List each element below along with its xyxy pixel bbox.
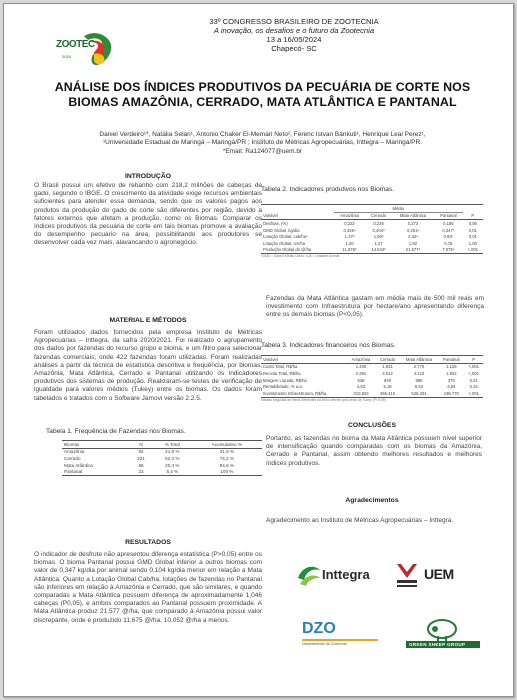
table3-cell: 985	[415, 377, 423, 383]
table-row	[261, 240, 483, 247]
table2-cell: 0,76	[444, 240, 453, 246]
table2-cell: 0,01	[468, 227, 477, 233]
heading-material-metodos: MATERIAL E MÉTODOS	[109, 317, 187, 324]
table2-group-header: Média	[334, 205, 463, 213]
table-row	[261, 363, 483, 370]
table3-caption: Tabela 3. Indicadores financeiros nos Biomas.	[261, 342, 396, 349]
text-agradecimentos: Agradecimento ao Instituto de Métricas Agropecuárias – Inttegra.	[266, 517, 454, 524]
table1-header: % Total	[164, 441, 180, 447]
author-affiliations: ¹Universidade Estadual de Maringá – Maringá/PR ; Instituto de Métricas Agropecuárias, Inttegra – Maringá/PR.	[102, 139, 423, 147]
heading-agradecimentos: Agradecimentos	[345, 497, 399, 504]
table2-cell: 1,92	[408, 240, 418, 246]
table1-cell: 92	[138, 449, 144, 455]
uem-logo-text: UEM	[424, 566, 454, 582]
conference-location: Chapecó- SC	[271, 44, 317, 53]
table1-cell: Amazônia	[64, 449, 85, 455]
table3-header: Mata Atlântica	[405, 356, 433, 362]
table3-cell: <,001	[468, 390, 479, 396]
table1-cell: 20,4 %	[165, 462, 180, 468]
heading-resultados: RESULTADOS	[125, 539, 171, 546]
table-row	[261, 220, 483, 227]
table-row	[261, 377, 483, 384]
zootec-logo-text: ZOOTEC	[56, 39, 95, 50]
table1-cell: 52,4 %	[165, 455, 180, 461]
table1-cell: Pantanal	[64, 469, 83, 475]
table-row	[261, 370, 483, 377]
table2-cell: 14,534ᵇ	[371, 247, 386, 253]
table3-cell: 548	[357, 377, 365, 383]
table-row	[261, 227, 483, 234]
inttegra-mark-icon	[296, 560, 322, 588]
table2-header: Amazônia	[340, 213, 359, 219]
table2-header: Variável	[263, 213, 278, 219]
table2-cell: 0,93ᶜ	[443, 234, 454, 240]
zootec-logo-year: 2024	[62, 54, 71, 59]
table2-cell: 0,347ᵇ	[442, 227, 455, 233]
dzo-logo-underline	[302, 639, 378, 641]
table1-header: N	[139, 441, 143, 447]
table3-cell: Margem Líquida, R$/ha	[263, 377, 307, 383]
table2-cell: 0,273	[407, 220, 419, 226]
zootec-logo-graphic	[54, 30, 124, 70]
table1-cell: 5,4 %	[166, 469, 179, 475]
table2	[261, 204, 483, 258]
table2-cell: Desfrute, (%)	[263, 220, 288, 226]
table3-cell: <,001	[468, 370, 479, 376]
table2-cell: GMD Global, kg/dia	[263, 227, 300, 233]
table1-cell: 94,6 %	[219, 462, 234, 468]
table3-cell: 3.012	[382, 370, 393, 376]
table2-header: P	[471, 213, 475, 219]
text-resultados-continuacao: Fazendas da Mata Atlântica gastam em média mais de 500 mil reais em investimento com Infraestrutura por hectare/ano apresentando diferença entre os demais biomas (P<0,05).	[266, 295, 484, 319]
conference-name: 33º CONGRESSO BRASILEIRO DE ZOOTECNIA	[209, 17, 379, 26]
table2-cell: 0,185	[443, 220, 454, 226]
table1-cell: 221	[137, 455, 145, 461]
table2-cell: 0,451ᵃ	[406, 227, 419, 233]
conference-dates: 13 a 16/05/2024	[266, 35, 322, 44]
table2-cell: 1,37ᵇ	[344, 234, 355, 240]
table3-cell: 310.823	[353, 390, 369, 396]
table1-cell: 21,8 %	[165, 449, 180, 455]
authors-block	[34, 131, 491, 156]
text-material-metodos: Foram utilizados dados fornecidos pela empresa Instituto de Métricas Agropecuárias – Inttegra, da safra 2020/2021. Foi realizado o agrupamento dos dados por fazendas do recurso grupo e bioma, e um filtro para selecionar fazendas comerciais, onde 422 fazendas foram utilizadas. Foram realizadas análises a partir da técnica de estatística descritiva e frequência, por biomas, Amazônia, Mata Atlântica, Cerrado e Pantanal utilizando os indicadores produtivos dos sistemas de produção. Realizaram-se testes de verificação de igualdade para valores médios (Tukey) entre os biomas. Os dados foram tabelados e tratados com o Software Jamovi versão 2.2.5.	[34, 329, 262, 402]
table2-caption: Tabela 2. Indicadores produtivos nos Biomas.	[261, 186, 395, 193]
table3-cell: 526.204	[411, 390, 427, 396]
table1-cell: Mata Atlântica	[64, 462, 93, 468]
table2-cell: 1,00	[468, 240, 477, 246]
table3-cell: 6,52	[414, 384, 424, 390]
table1-caption: Tabela 1. Frequência de Fazendas nos Biomas.	[46, 428, 186, 435]
heading-introducao: INTRODUÇÃO	[124, 173, 172, 180]
table-row	[261, 233, 483, 240]
table2-cell: Lotação Global, UA/ha	[263, 240, 306, 246]
table2-cell: 1,27	[374, 240, 383, 246]
uem-mark-icon	[394, 560, 420, 588]
table2-cell: 0,06	[468, 220, 477, 226]
green-sheep-logo-text: GREEN SHEEP GROUP	[409, 642, 466, 647]
table3-cell: 4.123	[413, 370, 425, 376]
sheep-icon	[424, 616, 460, 642]
uem-logo	[394, 560, 476, 590]
table3-cell: 3,84	[447, 384, 456, 390]
conference-info	[174, 17, 414, 53]
table-row	[62, 468, 262, 475]
table1-cell: Cerrado	[64, 455, 81, 461]
conference-subtitle: A inovação, os desafios e o futuro da Zootecnia	[213, 26, 375, 35]
table-row	[261, 247, 483, 254]
table3-note: Médias seguidas de letras diferentes na linha diferem pelo teste de Tukey (P<0,05).	[261, 397, 387, 402]
table2-header: Mata Atlântica	[399, 213, 427, 219]
table1-cell: 21,8 %	[219, 449, 234, 455]
dzo-logo-text: DZO	[302, 620, 336, 637]
dzo-logo	[300, 620, 380, 650]
table3-cell: <,001	[468, 364, 479, 370]
table2-cell: <,001	[467, 247, 479, 253]
table3-cell: 640	[384, 377, 392, 383]
table1-cell: 100 %	[220, 469, 234, 475]
table1-cell: 23	[138, 469, 144, 475]
table2-cell: 7,075ᶜ	[442, 247, 455, 253]
table3-cell: 0,01	[469, 377, 478, 383]
heading-conclusoes: CONCLUSÕES	[348, 422, 396, 429]
table1-cell: 86	[138, 462, 144, 468]
table2-cell: 0,01	[468, 234, 477, 240]
table3-cell: 4,93	[356, 384, 366, 390]
table3-cell: Rentabilidade, % a.a.	[263, 384, 303, 390]
author-email: *Email: Ra124077@uem.br	[222, 147, 303, 155]
table2-cell: Produção Global de @/ha	[263, 247, 312, 253]
table3-header: Pantanal	[443, 356, 460, 362]
inttegra-logo-text: Inttegra	[322, 567, 370, 582]
table2-cell: Lotação Global, cab/haᵃ	[263, 234, 308, 240]
table3-header: Variável	[263, 356, 278, 362]
table3-cell: 2.391	[355, 370, 367, 376]
table2-cell: 2,42ᵃ	[408, 234, 418, 240]
table3-header: Amazônia	[351, 356, 371, 362]
table2-cell: 0,222	[344, 220, 355, 226]
dzo-logo-subtitle: Departamento de Zootecnia	[302, 642, 347, 646]
author-names: Daniel Verdeiro¹*, Natália Selan¹, Antonio Chaker El-Memari Neto², Ferenc Istvan Bánkuti¹, Henrique Leal Perez¹,	[99, 131, 426, 138]
table3-cell: Receita Total, R$/ha	[263, 370, 301, 376]
table1-header: Acumulativo %	[211, 441, 243, 447]
table3-header: Cerrado	[379, 356, 396, 362]
table-row	[62, 462, 262, 469]
table-row	[62, 455, 262, 462]
table3-cell: 198.770	[443, 390, 459, 396]
table3-cell: 1.502	[446, 370, 457, 376]
table3-cell: 285.410	[379, 390, 396, 396]
text-resultados: O indicador de desfrute não apresentou diferença estatística (P>0,05) entre os biomas. O bioma Pantanal possui GMD Global inferior a outros biomas com valor de 0,347 kg/dia por animal sendo 0,104 kg/dia menor em relação a Mata Atlântica. Quanto a Lotação Global Cab/ha, lotações de fazendas no Pantanal são inferiores em relação à Amazônia e Cerrado, que são similares, e quando comparadas a Mata Atlântica possuem diferença de aproximadamente 1,046 cabeças (P0,05), e ambos comparados ao Pantanal possuem proximidade. A Mata Atlântica produz 21,577 @/ha, que comparado à Amazônia possui valor discrepante, onde é produzido 11,675 @/ha, 10,052 @/ha a menos.	[34, 551, 262, 624]
table3-cell: 5,18	[383, 384, 392, 390]
table2-cell: 0,425ᵃ	[343, 227, 356, 233]
table3-cell: Custo Total, R$/ha	[263, 364, 298, 370]
table2-cell: 1,20	[345, 240, 354, 246]
table2-cell: 1,56ᵇ	[373, 234, 384, 240]
inttegra-logo	[296, 560, 386, 590]
text-introducao: O Brasil possui um efetivo de rebanho com 218,2 milhões de cabeças de gado, segundo o IBGE. O crescimento da atividade exige recursos ambientais suficientes para atender essa demanda, sendo que os valores pagos aos produtos da produção do gado de corte são diferentes por região, devido a fatores externos que afetam a produção, como os Biomas. Comparar os índices produtivos da pecuária de corte em tais biomas promove a avaliação do desempenho pecuário na área, possibilitando aos produtores se desenvolver cada vez mais, alavancando o agronegócio.	[34, 182, 262, 247]
table2-cell: 21,577ᵃ	[405, 247, 421, 253]
table1-header: Biomas	[64, 441, 80, 447]
table2-cell: 0,236	[373, 220, 384, 226]
table3-cell: 2.770	[413, 364, 425, 370]
table1	[62, 440, 262, 476]
table-row	[261, 383, 483, 390]
table3-cell: 1.405	[355, 364, 367, 370]
table3-header: P	[472, 356, 476, 362]
table2-header-spacer	[463, 205, 483, 213]
table2-cell: 0,404ᵃ	[372, 227, 385, 233]
table2-note: ¹GMD = Ganho Médio Diário; ²UA = Unidade Animal	[261, 254, 340, 259]
table3-cell: 370	[447, 377, 455, 383]
table2-header: Pantanal	[440, 213, 457, 219]
table3-cell: 0,34	[469, 384, 478, 390]
poster-title: ANÁLISE DOS ÍNDICES PRODUTIVOS DA PECUÁRIA DE CORTE NOS BIOMAS AMAZÔNIA, CERRADO, MATA ATLÂNTICA E PANTANAL	[54, 80, 471, 109]
zootec-logo	[54, 30, 124, 70]
table3-cell: 1.128	[446, 364, 457, 370]
table2-header: Cerrado	[370, 213, 387, 219]
table-row	[62, 448, 262, 455]
text-conclusoes: Portanto, as fazendas no bioma da Mata Atlântica possuem nível superior de intensificação quando comparadas com os biomas da Amazônia, Cerrado e Pantanal, assim obtendo melhores resultados e melhores índices produtivos.	[266, 435, 482, 467]
poster	[3, 3, 514, 697]
table1-cell: 74,2 %	[219, 455, 234, 461]
green-sheep-logo	[406, 616, 480, 650]
table3-cell: 1.931	[382, 364, 393, 370]
table-row	[261, 390, 483, 397]
table2-cell: 11,675ᵇ	[342, 247, 357, 253]
table2-header-spacer	[261, 205, 334, 213]
table3-cell: Investimento Infraestrutura, R$/ha	[263, 390, 327, 396]
table3	[261, 355, 483, 402]
